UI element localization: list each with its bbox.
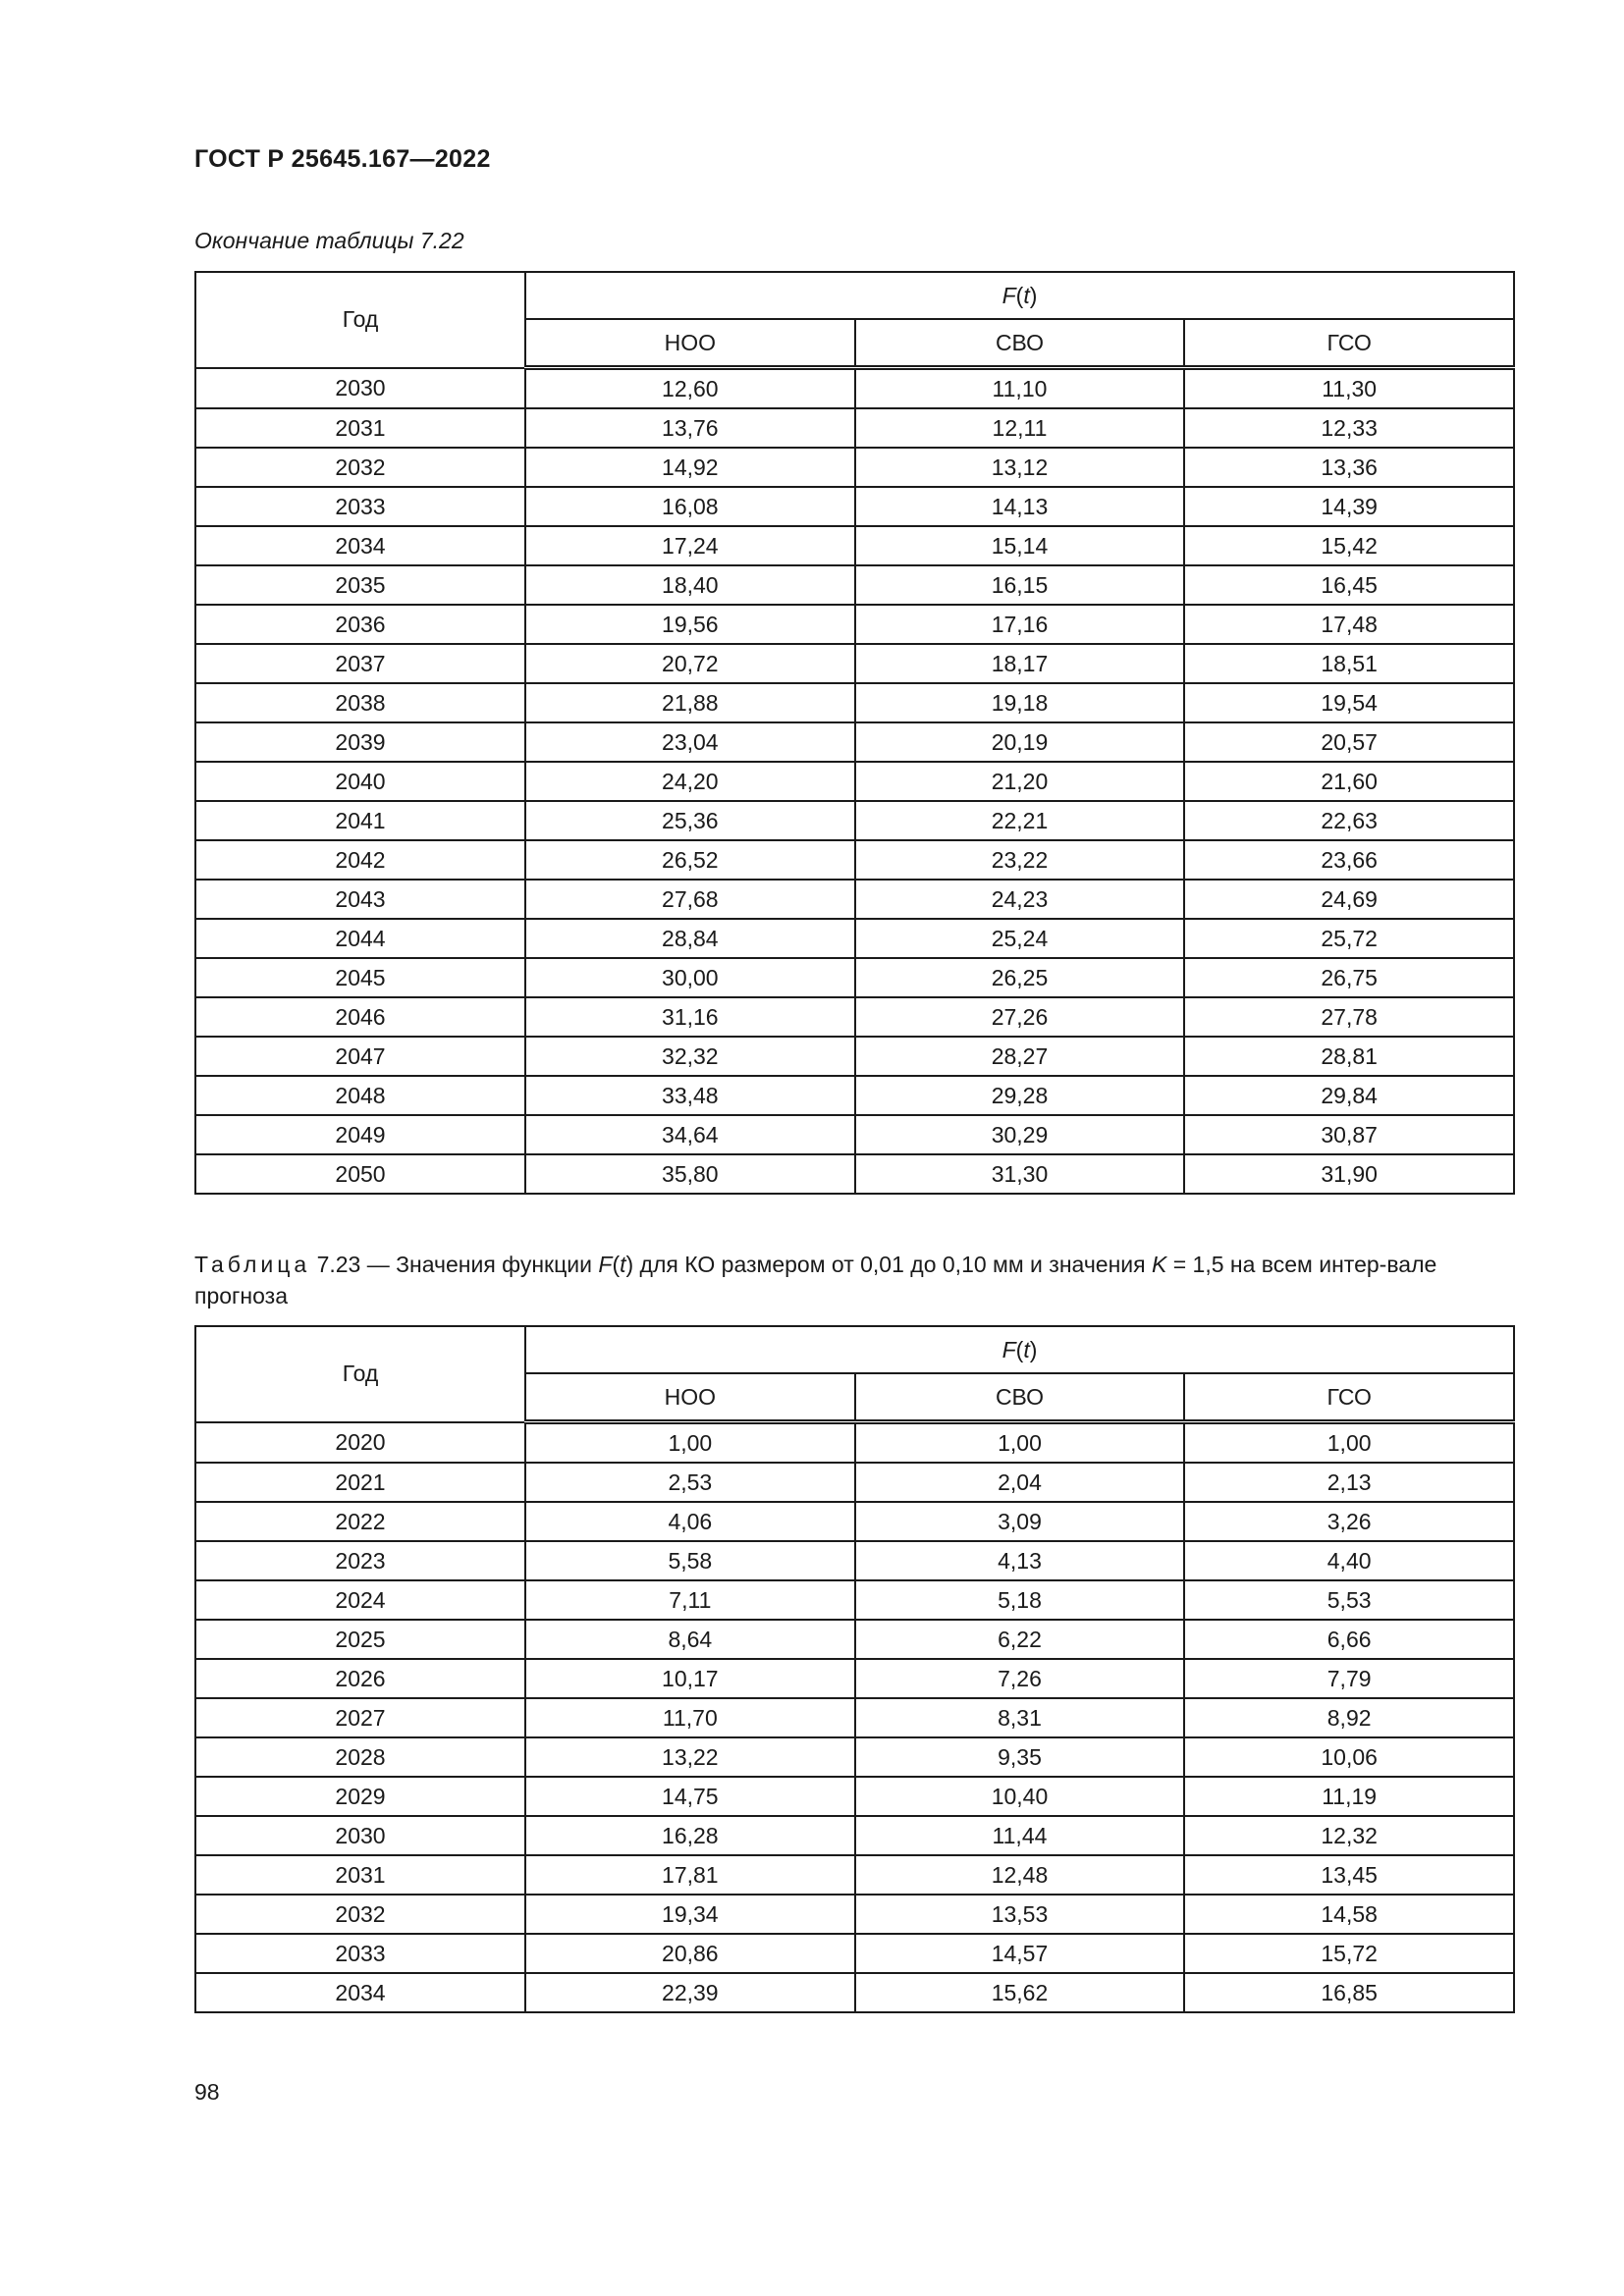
table-row (195, 1934, 1514, 1973)
cell-noo: 25,36 (525, 801, 855, 840)
cell-gso: 30,87 (1184, 1115, 1514, 1154)
cell-svo: 30,29 (855, 1115, 1185, 1154)
cell-svo: 19,18 (855, 683, 1185, 722)
function-symbol: F (1001, 282, 1016, 308)
cell-gso: 13,36 (1184, 448, 1514, 487)
table-row (195, 1620, 1514, 1659)
cell-gso: 24,69 (1184, 880, 1514, 919)
cell-svo: 6,22 (855, 1620, 1185, 1659)
cell-gso: 15,72 (1184, 1934, 1514, 1973)
caption-function-symbol: F (598, 1252, 613, 1277)
cell-noo: 5,58 (525, 1541, 855, 1580)
table-row (195, 683, 1514, 722)
cell-gso: 31,90 (1184, 1154, 1514, 1194)
cell-gso: 26,75 (1184, 958, 1514, 997)
cell-year: 2038 (195, 683, 525, 722)
table-row (195, 1816, 1514, 1855)
table-row (195, 1580, 1514, 1620)
caption-text: ( (612, 1252, 621, 1277)
table-row (195, 448, 1514, 487)
cell-gso: 6,66 (1184, 1620, 1514, 1659)
cell-gso: 4,40 (1184, 1541, 1514, 1580)
cell-year: 2049 (195, 1115, 525, 1154)
cell-gso: 3,26 (1184, 1502, 1514, 1541)
cell-svo: 12,11 (855, 408, 1185, 448)
cell-noo: 12,60 (525, 368, 855, 409)
caption-text: — Значения функции (360, 1252, 599, 1277)
cell-svo: 16,15 (855, 565, 1185, 605)
cell-noo: 26,52 (525, 840, 855, 880)
table-row (195, 722, 1514, 762)
cell-svo: 17,16 (855, 605, 1185, 644)
cell-noo: 22,39 (525, 1973, 855, 2012)
caption-function-variable: t (620, 1252, 626, 1277)
cell-svo: 14,57 (855, 1934, 1185, 1973)
cell-gso: 15,42 (1184, 526, 1514, 565)
table-row (195, 1855, 1514, 1895)
cell-gso: 27,78 (1184, 997, 1514, 1037)
cell-gso: 20,57 (1184, 722, 1514, 762)
cell-gso: 28,81 (1184, 1037, 1514, 1076)
cell-gso: 11,19 (1184, 1777, 1514, 1816)
cell-year: 2043 (195, 880, 525, 919)
cell-svo: 12,48 (855, 1855, 1185, 1895)
cell-noo: 20,86 (525, 1934, 855, 1973)
cell-svo: 1,00 (855, 1422, 1185, 1464)
column-header-year: Год (195, 1326, 525, 1422)
cell-gso: 14,39 (1184, 487, 1514, 526)
cell-svo: 26,25 (855, 958, 1185, 997)
cell-gso: 22,63 (1184, 801, 1514, 840)
cell-gso: 23,66 (1184, 840, 1514, 880)
cell-gso: 19,54 (1184, 683, 1514, 722)
cell-year: 2032 (195, 448, 525, 487)
cell-gso: 13,45 (1184, 1855, 1514, 1895)
table-row (195, 1737, 1514, 1777)
cell-noo: 17,81 (525, 1855, 855, 1895)
cell-noo: 24,20 (525, 762, 855, 801)
table-row (195, 1895, 1514, 1934)
function-variable: t (1023, 282, 1030, 308)
table-row (195, 1541, 1514, 1580)
cell-svo: 22,21 (855, 801, 1185, 840)
cell-gso: 11,30 (1184, 368, 1514, 409)
cell-svo: 11,10 (855, 368, 1185, 409)
cell-svo: 29,28 (855, 1076, 1185, 1115)
cell-gso: 14,58 (1184, 1895, 1514, 1934)
cell-svo: 4,13 (855, 1541, 1185, 1580)
table-row (195, 1076, 1514, 1115)
cell-gso: 8,92 (1184, 1698, 1514, 1737)
cell-svo: 8,31 (855, 1698, 1185, 1737)
table-row (195, 1037, 1514, 1076)
cell-noo: 31,16 (525, 997, 855, 1037)
table-row (195, 1422, 1514, 1464)
cell-noo: 17,24 (525, 526, 855, 565)
cell-year: 2037 (195, 644, 525, 683)
cell-year: 2021 (195, 1463, 525, 1502)
cell-noo: 16,08 (525, 487, 855, 526)
cell-svo: 31,30 (855, 1154, 1185, 1194)
column-header-year: Год (195, 272, 525, 368)
table-7-23 (194, 1325, 1515, 2013)
table-row (195, 997, 1514, 1037)
table-row (195, 368, 1514, 409)
cell-year: 2034 (195, 526, 525, 565)
table-row (195, 565, 1514, 605)
cell-gso: 12,33 (1184, 408, 1514, 448)
cell-year: 2047 (195, 1037, 525, 1076)
cell-year: 2035 (195, 565, 525, 605)
table-body (195, 1422, 1514, 2013)
column-header-svo: СВО (855, 319, 1185, 368)
table-row (195, 1115, 1514, 1154)
cell-svo: 3,09 (855, 1502, 1185, 1541)
cell-svo: 18,17 (855, 644, 1185, 683)
cell-noo: 23,04 (525, 722, 855, 762)
cell-noo: 8,64 (525, 1620, 855, 1659)
cell-svo: 7,26 (855, 1659, 1185, 1698)
table-row (195, 958, 1514, 997)
cell-year: 2026 (195, 1659, 525, 1698)
cell-noo: 13,76 (525, 408, 855, 448)
column-header-noo: НОО (525, 319, 855, 368)
table-row (195, 801, 1514, 840)
table-row (195, 1463, 1514, 1502)
function-symbol: F (1001, 1336, 1016, 1362)
cell-svo: 9,35 (855, 1737, 1185, 1777)
cell-svo: 20,19 (855, 722, 1185, 762)
cell-noo: 13,22 (525, 1737, 855, 1777)
cell-svo: 14,13 (855, 487, 1185, 526)
cell-year: 2032 (195, 1895, 525, 1934)
caption-text: ) для КО размером от 0,01 до 0,10 мм и значения (625, 1252, 1152, 1277)
cell-year: 2020 (195, 1422, 525, 1464)
column-header-svo: СВО (855, 1373, 1185, 1422)
column-header-gso: ГСО (1184, 1373, 1514, 1422)
cell-year: 2048 (195, 1076, 525, 1115)
function-variable: t (1023, 1336, 1030, 1362)
cell-noo: 16,28 (525, 1816, 855, 1855)
cell-svo: 23,22 (855, 840, 1185, 880)
table-row (195, 408, 1514, 448)
cell-year: 2028 (195, 1737, 525, 1777)
cell-svo: 24,23 (855, 880, 1185, 919)
caption-label: Таблица (194, 1252, 311, 1277)
cell-svo: 15,14 (855, 526, 1185, 565)
cell-gso: 7,79 (1184, 1659, 1514, 1698)
cell-gso: 18,51 (1184, 644, 1514, 683)
cell-noo: 18,40 (525, 565, 855, 605)
cell-year: 2030 (195, 1816, 525, 1855)
cell-year: 2033 (195, 487, 525, 526)
table-row (195, 1659, 1514, 1698)
table-7-22-continuation-caption: Окончание таблицы 7.22 (194, 228, 464, 253)
cell-svo: 13,12 (855, 448, 1185, 487)
cell-gso: 21,60 (1184, 762, 1514, 801)
cell-year: 2039 (195, 722, 525, 762)
cell-svo: 25,24 (855, 919, 1185, 958)
cell-noo: 35,80 (525, 1154, 855, 1194)
table-row (195, 487, 1514, 526)
table-7-22 (194, 271, 1515, 1195)
cell-noo: 19,56 (525, 605, 855, 644)
cell-svo: 15,62 (855, 1973, 1185, 2012)
cell-noo: 30,00 (525, 958, 855, 997)
cell-svo: 11,44 (855, 1816, 1185, 1855)
cell-year: 2044 (195, 919, 525, 958)
caption-number: 7.23 (316, 1252, 361, 1277)
cell-year: 2046 (195, 997, 525, 1037)
cell-gso: 2,13 (1184, 1463, 1514, 1502)
cell-gso: 25,72 (1184, 919, 1514, 958)
cell-year: 2033 (195, 1934, 525, 1973)
table-row (195, 1502, 1514, 1541)
cell-svo: 28,27 (855, 1037, 1185, 1076)
cell-year: 2022 (195, 1502, 525, 1541)
cell-year: 2024 (195, 1580, 525, 1620)
cell-svo: 21,20 (855, 762, 1185, 801)
table-row (195, 1973, 1514, 2012)
table-row (195, 644, 1514, 683)
cell-year: 2041 (195, 801, 525, 840)
cell-year: 2034 (195, 1973, 525, 2012)
cell-year: 2030 (195, 368, 525, 409)
table-row (195, 605, 1514, 644)
table-row (195, 1698, 1514, 1737)
table-row (195, 1154, 1514, 1194)
cell-year: 2029 (195, 1777, 525, 1816)
cell-year: 2031 (195, 408, 525, 448)
table-row (195, 1777, 1514, 1816)
cell-year: 2036 (195, 605, 525, 644)
cell-year: 2027 (195, 1698, 525, 1737)
cell-noo: 4,06 (525, 1502, 855, 1541)
cell-year: 2023 (195, 1541, 525, 1580)
cell-noo: 21,88 (525, 683, 855, 722)
table-row (195, 762, 1514, 801)
cell-gso: 10,06 (1184, 1737, 1514, 1777)
caption-text: = 1,5 на всем интер-вале прогноза (194, 1252, 1437, 1308)
table-body (195, 368, 1514, 1195)
document-header: ГОСТ Р 25645.167—2022 (194, 145, 491, 173)
cell-year: 2031 (195, 1855, 525, 1895)
cell-noo: 11,70 (525, 1698, 855, 1737)
column-header-gso: ГСО (1184, 319, 1514, 368)
caption-k-symbol: K (1152, 1252, 1167, 1277)
page-number: 98 (194, 2079, 220, 2105)
cell-noo: 2,53 (525, 1463, 855, 1502)
cell-gso: 16,85 (1184, 1973, 1514, 2012)
column-group-header-ft: F(t) (525, 272, 1514, 319)
table-row (195, 880, 1514, 919)
cell-noo: 14,75 (525, 1777, 855, 1816)
cell-year: 2042 (195, 840, 525, 880)
cell-year: 2045 (195, 958, 525, 997)
cell-svo: 2,04 (855, 1463, 1185, 1502)
cell-noo: 27,68 (525, 880, 855, 919)
cell-year: 2050 (195, 1154, 525, 1194)
cell-noo: 32,32 (525, 1037, 855, 1076)
cell-gso: 16,45 (1184, 565, 1514, 605)
table-row (195, 840, 1514, 880)
cell-noo: 19,34 (525, 1895, 855, 1934)
cell-noo: 14,92 (525, 448, 855, 487)
cell-noo: 1,00 (525, 1422, 855, 1464)
cell-noo: 34,64 (525, 1115, 855, 1154)
cell-gso: 17,48 (1184, 605, 1514, 644)
column-header-noo: НОО (525, 1373, 855, 1422)
cell-gso: 1,00 (1184, 1422, 1514, 1464)
cell-noo: 7,11 (525, 1580, 855, 1620)
cell-year: 2040 (195, 762, 525, 801)
cell-gso: 5,53 (1184, 1580, 1514, 1620)
cell-gso: 29,84 (1184, 1076, 1514, 1115)
cell-noo: 10,17 (525, 1659, 855, 1698)
cell-noo: 33,48 (525, 1076, 855, 1115)
cell-noo: 28,84 (525, 919, 855, 958)
cell-svo: 10,40 (855, 1777, 1185, 1816)
table-row (195, 919, 1514, 958)
cell-svo: 13,53 (855, 1895, 1185, 1934)
cell-year: 2025 (195, 1620, 525, 1659)
cell-svo: 5,18 (855, 1580, 1185, 1620)
table-row (195, 526, 1514, 565)
cell-noo: 20,72 (525, 644, 855, 683)
cell-svo: 27,26 (855, 997, 1185, 1037)
table-7-23-caption (194, 1249, 1515, 1311)
cell-gso: 12,32 (1184, 1816, 1514, 1855)
column-group-header-ft: F(t) (525, 1326, 1514, 1373)
